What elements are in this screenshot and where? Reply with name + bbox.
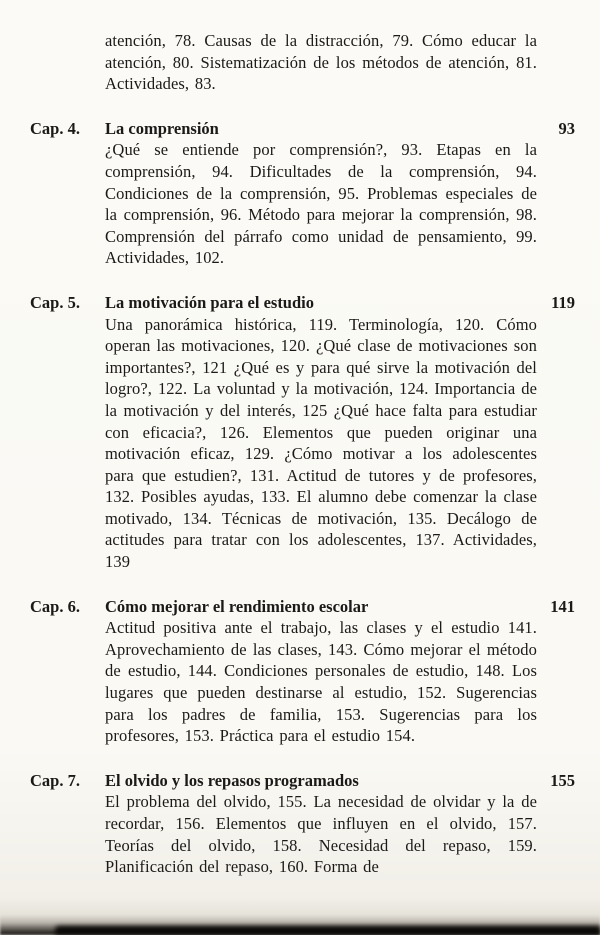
chapter-7-page-number: 155 — [550, 770, 575, 790]
chapter-7-title: El olvido y los repasos programados — [105, 770, 359, 790]
chapter-7-header — [30, 770, 575, 792]
chapter-5-header — [30, 292, 575, 314]
chapter-5-label: Cap. 5. — [30, 292, 80, 312]
chapter-3-continuation-text: atención, 78. Causas de la distracción, 79. Cómo educar la atención, 80. Sistematización de los métodos de atención, 81. Actividades, 83. — [105, 31, 537, 94]
chapter-4-header — [30, 118, 575, 140]
chapter-5-entry — [30, 292, 575, 573]
chapter-5-page-number: 119 — [551, 292, 575, 312]
chapter-5-summary: Una panorámica histórica, 119. Terminología, 120. Cómo operan las motivaciones, 120. ¿Qué clase de motivaciones son importantes?, 121 ¿Qué es y para qué sirve la motivación del logro?, 122. La voluntad y la motivación, 124. Importancia de la motivación y del interés, 125 ¿Qué hace falta para estudiar con eficacia?, 126. Elementos que pueden originar una motivación eficaz, 129. ¿Cómo motivar a los adolescentes para que estudien?, 131. Actitud de tutores y de profesores, 132. Posibles ayudas, 133. El alumno debe comenzar la clase motivado, 134. Técnicas de motivación, 135. Decálogo de actitudes para tratar con los adolescentes, 137. Actividades, 139 — [105, 314, 537, 572]
chapter-7-entry — [30, 770, 575, 878]
scan-edge-artifact — [55, 926, 600, 935]
chapter-4-label: Cap. 4. — [30, 118, 80, 138]
chapter-4-title: La comprensión — [105, 118, 219, 138]
chapter-4-summary: ¿Qué se entiende por comprensión?, 93. Etapas en la comprensión, 94. Dificultades de la comprensión, 94. Condiciones de la comprensión, 95. Problemas especiales de la comprensión, 96. Método para mejorar la comprensión, 98. Comprensión del párrafo como unidad de pensamiento, 99. Actividades, 102. — [105, 140, 537, 268]
table-of-contents — [30, 30, 575, 878]
chapter-4-entry — [30, 118, 575, 269]
chapter-6-entry — [30, 596, 575, 747]
chapter-6-label: Cap. 6. — [30, 596, 80, 616]
chapter-6-summary: Actitud positiva ante el trabajo, las clases y el estudio 141. Aprovechamiento de las clases, 143. Cómo mejorar el método de estudio, 144. Condiciones personales de estudio, 148. Los lugares que pueden destinarse al estudio, 152. Sugerencias para los padres de familia, 153. Sugerencias para los profesores, 153. Práctica para el estudio 154. — [105, 618, 537, 746]
chapter-6-page-number: 141 — [550, 596, 575, 616]
chapter-7-summary: El problema del olvido, 155. La necesidad de olvidar y la de recordar, 156. Elementos que influyen en el olvido, 157. Teorías del olvido, 158. Necesidad del repaso, 159. Planificación del repaso, 160. Forma de — [105, 792, 537, 877]
chapter-6-header — [30, 596, 575, 618]
chapter-6-title: Cómo mejorar el rendimiento escolar — [105, 596, 369, 616]
chapter-7-label: Cap. 7. — [30, 770, 80, 790]
chapter-5-title: La motivación para el estudio — [105, 292, 314, 312]
chapter-4-page-number: 93 — [558, 118, 575, 138]
